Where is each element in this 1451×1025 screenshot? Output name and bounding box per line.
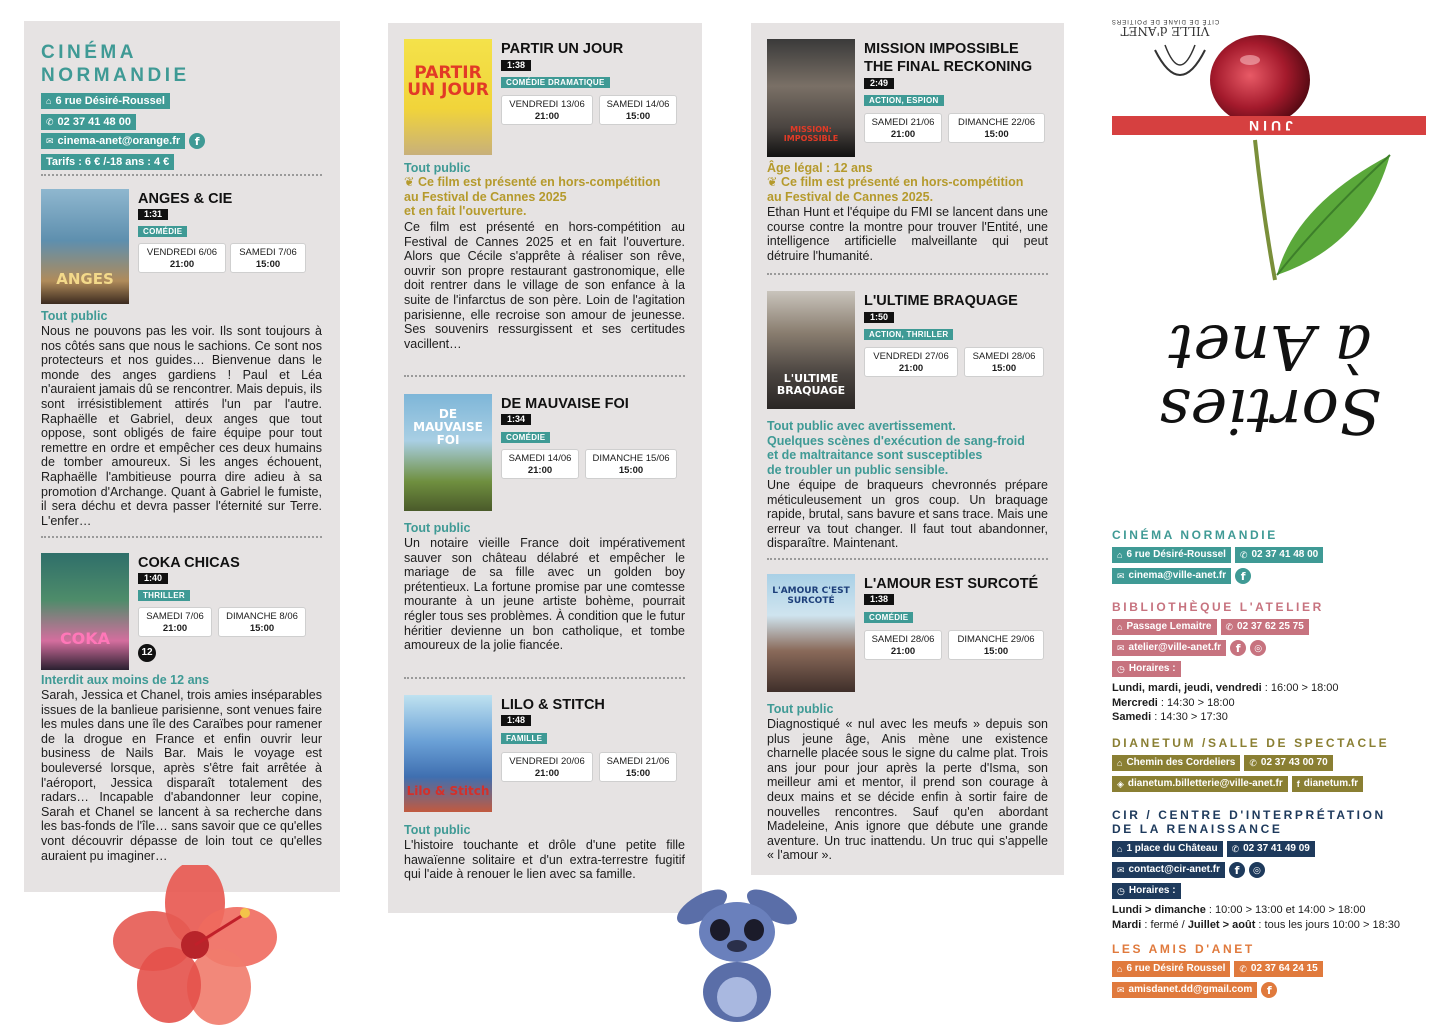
age-rating-badge: 12 xyxy=(138,644,156,662)
hours-label: ◷ Horaires : xyxy=(1112,883,1181,899)
cinema-header xyxy=(41,41,205,170)
film-title: COKA CHICAS xyxy=(138,555,240,571)
film-duration: 1:50 xyxy=(864,312,894,323)
clock-icon: ◷ xyxy=(1117,886,1125,896)
divider xyxy=(767,273,1048,275)
venue-dianetum: DIANETUM /SALLE DE SPECTACLE ⌂ Chemin des Cordeliers ✆ 02 37 43 00 70 ◈ dianetum.billetterie@ville-anet.fr f dianetum.fr xyxy=(1112,736,1389,792)
film-genre: ACTION, ESPION xyxy=(864,95,944,106)
cherry-image xyxy=(1205,20,1315,125)
session-slot: VENDREDI 13/06 21:00 xyxy=(501,95,593,125)
home-icon: ⌂ xyxy=(46,96,52,106)
film-title: L'AMOUR EST SURCOTÉ xyxy=(864,576,1039,592)
divider xyxy=(41,174,322,176)
film-synopsis: Nous ne pouvons pas les voir. Ils sont toujours à nos côtés sans que nous le sachions. Ce sont nos protecteurs et nos guides… Bienvenue dans le monde des anges gardiens ! Paul et Léa n'auraient jamais dû se rencontrer. Mais depuis, ils sont irrésistiblement attirés l'un par l'autre. Raphaëlle et Gabriel, deux anges que tout oppose, sont obligés de faire équipe pour tout remettre en ordre et empêcher ces deux humains de tomber amoureux. Si les anges échouent, Raphaëlle l'ambitieuse pourra dire adieu à sa promotion d'Archange. Quant à Gabriel le fumiste, il sera déchu et devra passer l'éternité sur Terre. L'enfer… xyxy=(41,324,322,528)
film-audience: Tout public xyxy=(41,309,108,323)
stitch-character-image xyxy=(672,862,802,1025)
session-slot: DIMANCHE 15/06 15:00 xyxy=(585,449,677,479)
clock-icon: ◷ xyxy=(1117,664,1125,674)
cannes-note: ❦ Ce film est présenté en hors-compétition au Festival de Cannes 2025. xyxy=(767,175,1024,204)
session-slot: SAMEDI 7/06 21:00 xyxy=(138,607,212,637)
home-icon: ⌂ xyxy=(1117,964,1123,974)
session-slot: DIMANCHE 29/06 15:00 xyxy=(948,630,1044,660)
session-slot: DIMANCHE 22/06 15:00 xyxy=(948,113,1045,143)
venue-email[interactable]: ◈ dianetum.billetterie@ville-anet.fr xyxy=(1112,776,1288,792)
film-audience: Tout public xyxy=(767,702,834,716)
venue-phone[interactable]: ✆ 02 37 64 24 15 xyxy=(1234,961,1322,977)
venue-address: ⌂ Passage Lemaitre xyxy=(1112,619,1217,635)
venue-address: ⌂ 6 rue Désiré Roussel xyxy=(1112,961,1230,977)
instagram-icon[interactable]: ◎ xyxy=(1249,862,1265,878)
phone-icon: ✆ xyxy=(46,117,54,127)
facebook-icon[interactable]: f xyxy=(1230,640,1246,656)
phone-icon: ✆ xyxy=(1239,964,1247,974)
cinema-title-line1: CINÉMA xyxy=(41,42,137,63)
column-panel-3 xyxy=(751,23,1064,875)
film-poster-lilo: Lilo & Stitch xyxy=(404,695,492,812)
film-audience: Tout public xyxy=(404,521,471,535)
phone-icon: ✆ xyxy=(1239,550,1248,560)
film-audience: Tout public avec avertissement. Quelques scènes d'exécution de sang-froid et de maltraitance sont susceptibles de troubler un public sensible. xyxy=(767,419,1025,477)
cannes-note: ❦ Ce film est présenté en hors-compétition au Festival de Cannes 2025 et en fait l'ouverture. xyxy=(404,175,661,218)
session-slot: DIMANCHE 8/06 15:00 xyxy=(218,607,306,637)
mail-icon: ✉ xyxy=(1117,571,1125,581)
cinema-prices: Tarifs : 6 € /-18 ans : 4 € xyxy=(41,154,174,170)
session-slot: SAMEDI 21/06 21:00 xyxy=(864,113,942,143)
film-title: MISSION IMPOSSIBLE THE FINAL RECKONING xyxy=(864,41,1033,75)
film-synopsis: Diagnostiqué « nul avec les meufs » depuis son plus jeune âge, Anis mène une existence charnelle placée sous le signe du calme plat. Trois ans jour pour jour après la perte d'Isma, son meilleur ami et mentor, il prend son courage à deux mains et se décide enfin à sortir faire de nouvelles rencontres. Sauf qu'en abordant Madeleine, Anis ignore que débute une grande aventure. Un truc inattendu. Un truc qui s'appelle « l'amour ». xyxy=(767,717,1048,863)
divider xyxy=(41,536,322,538)
mail-icon: ✉ xyxy=(46,136,54,146)
cinema-address: ⌂ 6 rue Désiré-Roussel xyxy=(41,93,170,109)
column-panel-1 xyxy=(24,21,340,892)
film-genre: COMÉDIE xyxy=(864,612,913,623)
divider xyxy=(404,677,685,679)
film-duration: 1:38 xyxy=(864,594,894,605)
facebook-icon[interactable]: f xyxy=(1229,862,1245,878)
venue-bibliotheque: BIBLIOTHÈQUE L'ATELIER ⌂ Passage Lemaitre ✆ 02 37 62 25 75 ✉ atelier@ville-anet.fr f ◎ ◷ Horaires : Lundi, mardi, jeudi, vendredi : 16:00 > 18:00 Mercredi : 14:30 > 18:00 Samedi : 14:30 > 17:30 xyxy=(1112,600,1339,723)
film-genre: ACTION, THRILLER xyxy=(864,329,953,340)
ticket-icon: ◈ xyxy=(1117,779,1124,789)
phone-icon: ✆ xyxy=(1225,622,1234,632)
film-poster-partir: PARTIR UN JOUR xyxy=(404,39,492,155)
film-synopsis: Ce film est présenté en hors-compétition au Festival de Cannes 2025 et en fait l'ouverture. Alors que Cécile s'apprête à réaliser son rêve, ouvrir son propre restaurant gastronomique, elle doit rentrer dans le village de son enfance à la suite de l'infarctus de son père. Loin de l'agitation parisienne, elle recroise son amour de jeunesse. Ses souvenirs ressurgissent et ses certitudes vacillent… xyxy=(404,220,685,351)
film-audience: Âge légal : 12 ans xyxy=(767,161,873,175)
facebook-icon[interactable]: f xyxy=(1235,568,1251,584)
home-icon: ⌂ xyxy=(1117,622,1123,632)
film-duration: 2:49 xyxy=(864,78,894,89)
session-slot: VENDREDI 6/06 21:00 xyxy=(138,243,226,273)
film-title: DE MAUVAISE FOI xyxy=(501,396,629,412)
venue-cir: CIR / CENTRE D'INTERPRÉTATION DE LA RENAISSANCE ⌂ 1 place du Château ✆ 02 37 41 49 09 ✉ contact@cir-anet.fr f ◎ ◷ Horaires : Lundi > dimanche : 10:00 > 13:00 et 14:00 > 18:00 Mardi : fermé / Juillet > août : tous les jours 10:00 > 18:30 xyxy=(1112,808,1400,931)
session-slot: SAMEDI 28/06 21:00 xyxy=(864,630,942,660)
venue-email[interactable]: ✉ atelier@ville-anet.fr xyxy=(1112,640,1226,656)
film-title: LILO & STITCH xyxy=(501,697,605,713)
session-slot: SAMEDI 14/06 15:00 xyxy=(599,95,677,125)
hibiscus-flower-image xyxy=(110,865,280,1025)
film-audience: Interdit aux moins de 12 ans xyxy=(41,673,210,687)
divider xyxy=(767,558,1048,560)
film-poster-amour: L'AMOUR C'EST SURCOTÉ xyxy=(767,574,855,692)
facebook-icon: f xyxy=(1296,779,1300,789)
film-audience: Tout public xyxy=(404,823,471,837)
phone-icon: ✆ xyxy=(1231,844,1240,854)
film-poster-coka: COKA xyxy=(41,553,129,670)
venue-phone[interactable]: ✆ 02 37 41 49 09 xyxy=(1227,841,1315,857)
crest-icon xyxy=(1150,40,1210,100)
session-slot: SAMEDI 21/06 15:00 xyxy=(599,752,677,782)
cover-headline: Sorties à Anet xyxy=(1158,311,1382,448)
cinema-email[interactable]: ✉ cinema-anet@orange.fr xyxy=(41,133,185,149)
facebook-icon[interactable]: f xyxy=(189,133,205,149)
mail-icon: ✉ xyxy=(1117,865,1125,875)
film-title: PARTIR UN JOUR xyxy=(501,41,624,57)
month-banner: JUIN xyxy=(1112,116,1426,135)
film-poster-anges: ANGES xyxy=(41,189,129,304)
film-title: ANGES & CIE xyxy=(138,191,233,207)
session-slot: VENDREDI 27/06 21:00 xyxy=(864,347,958,377)
hours-text: Lundi > dimanche : 10:00 > 13:00 et 14:00 > 18:00 Mardi : fermé / Juillet > août : tous les jours 10:00 > 18:30 xyxy=(1112,904,1400,931)
session-slot: SAMEDI 7/06 15:00 xyxy=(230,243,306,273)
hours-label: ◷ Horaires : xyxy=(1112,661,1181,677)
film-poster-mauvaise-foi: DE MAUVAISE FOI xyxy=(404,394,492,511)
mail-icon: ✉ xyxy=(1117,985,1125,995)
session-slot: SAMEDI 14/06 21:00 xyxy=(501,449,579,479)
cinema-phone[interactable]: ✆ 02 37 41 48 00 xyxy=(41,114,136,130)
column-panel-2 xyxy=(388,23,702,913)
venue-phone[interactable]: ✆ 02 37 41 48 00 xyxy=(1235,547,1323,563)
film-synopsis: Une équipe de braqueurs chevronnés prépare méticuleusement un gros coup. Un braquage rapide, brutal, sans bavure et sans trace. Mais une erreur va tout changer. Il faut tout abandonner, disparaître. Maintenant. xyxy=(767,478,1048,551)
film-synopsis: Un notaire vieille France doit impérativement sauver son château délabré et empêcher le mariage de sa fille avec un golden boy prétentieux. La fortune promise par une comtesse mourante à un jeune artiste bohème, pourrait régler tous ses problèmes. À condition que le futur héritier devienne un bon catholique, et tombe amoureux de la jolie fiancée. xyxy=(404,536,685,653)
instagram-icon[interactable]: ◎ xyxy=(1250,640,1266,656)
ville-anet-logo: VILLE d'ANET CITÉ DE DIANE DE POITIERS xyxy=(1110,18,1220,88)
film-poster-mission: MISSION: IMPOSSIBLE xyxy=(767,39,855,157)
venue-address: ⌂ Chemin des Cordeliers xyxy=(1112,755,1240,771)
film-poster-braquage: L'ULTIME BRAQUAGE xyxy=(767,291,855,409)
session-slot: SAMEDI 28/06 15:00 xyxy=(964,347,1044,377)
session-slot: VENDREDI 20/06 21:00 xyxy=(501,752,593,782)
film-title: L'ULTIME BRAQUAGE xyxy=(864,293,1018,309)
cherry-stem-leaf-image xyxy=(1215,135,1400,285)
film-genre: COMÉDIE xyxy=(501,432,550,443)
venue-amis: LES AMIS D'ANET ⌂ 6 rue Désiré Roussel ✆ 02 37 64 24 15 ✉ amisdanet.dd@gmail.com f xyxy=(1112,942,1323,998)
film-audience: Tout public xyxy=(404,161,471,175)
mail-icon: ✉ xyxy=(1117,643,1125,653)
home-icon: ⌂ xyxy=(1117,758,1123,768)
cinema-title-line2: NORMANDIE xyxy=(41,65,190,86)
home-icon: ⌂ xyxy=(1117,844,1123,854)
palm-icon: ❦ xyxy=(767,175,778,189)
palm-icon: ❦ xyxy=(404,175,415,189)
venue-email[interactable]: ✉ contact@cir-anet.fr xyxy=(1112,862,1225,878)
film-synopsis: L'histoire touchante et drôle d'une petite fille hawaïenne solitaire et d'un extra-terrestre fugitif qui l'aide à renouer le lien avec sa famille. xyxy=(404,838,685,882)
venue-email[interactable]: ✉ cinema@ville-anet.fr xyxy=(1112,568,1231,584)
venue-email[interactable]: ✉ amisdanet.dd@gmail.com xyxy=(1112,982,1257,998)
film-duration: 1:31 xyxy=(138,209,168,220)
film-genre: COMÉDIE DRAMATIQUE xyxy=(501,77,610,88)
film-synopsis: Ethan Hunt et l'équipe du FMI se lancent dans une course contre la montre pour trouver l'Entité, une intelligence artificielle malveillante qui peut détruire l'humanité. xyxy=(767,205,1048,263)
film-genre: THRILLER xyxy=(138,590,190,601)
venue-cinema: CINÉMA NORMANDIE ⌂ 6 rue Désiré-Roussel ✆ 02 37 41 48 00 ✉ cinema@ville-anet.fr f xyxy=(1112,528,1323,584)
facebook-icon[interactable]: f xyxy=(1261,982,1277,998)
hours-text: Lundi, mardi, jeudi, vendredi : 16:00 > 18:00 Mercredi : 14:30 > 18:00 Samedi : 14:30 > 17:30 xyxy=(1112,682,1339,723)
divider xyxy=(404,375,685,377)
film-duration: 1:40 xyxy=(138,573,168,584)
phone-icon: ✆ xyxy=(1249,758,1257,768)
film-duration: 1:34 xyxy=(501,414,531,425)
venue-phone[interactable]: ✆ 02 37 43 00 70 xyxy=(1244,755,1332,771)
film-duration: 1:48 xyxy=(501,715,531,726)
venue-address: ⌂ 6 rue Désiré-Roussel xyxy=(1112,547,1231,563)
venue-address: ⌂ 1 place du Château xyxy=(1112,841,1223,857)
home-icon: ⌂ xyxy=(1117,550,1123,560)
film-duration: 1:38 xyxy=(501,60,531,71)
venue-facebook[interactable]: f dianetum.fr xyxy=(1292,776,1363,792)
film-genre: FAMILLE xyxy=(501,733,547,744)
film-synopsis: Sarah, Jessica et Chanel, trois amies inséparables issues de la banlieue parisienne, sont venues faire les mules dans une île des Caraïbes pour ramener de la drogue en France et enfin ouvrir leur business de Nails Bar. Mais le voyage est bouleversé lorsque, après s'être fait arrêtée à l'aéroport, Jessica disparaît totalement des radars… Incapable d'abandonner leur copine, Sarah et Chanel se lancent à sa recherche dans les bas-fonds de l'île… sans savoir que ce qu'elles vont découvrir dépasse de loin tout ce qu'elles auraient pu imaginer… xyxy=(41,688,322,863)
venue-phone[interactable]: ✆ 02 37 62 25 75 xyxy=(1221,619,1309,635)
film-genre: COMÉDIE xyxy=(138,226,187,237)
